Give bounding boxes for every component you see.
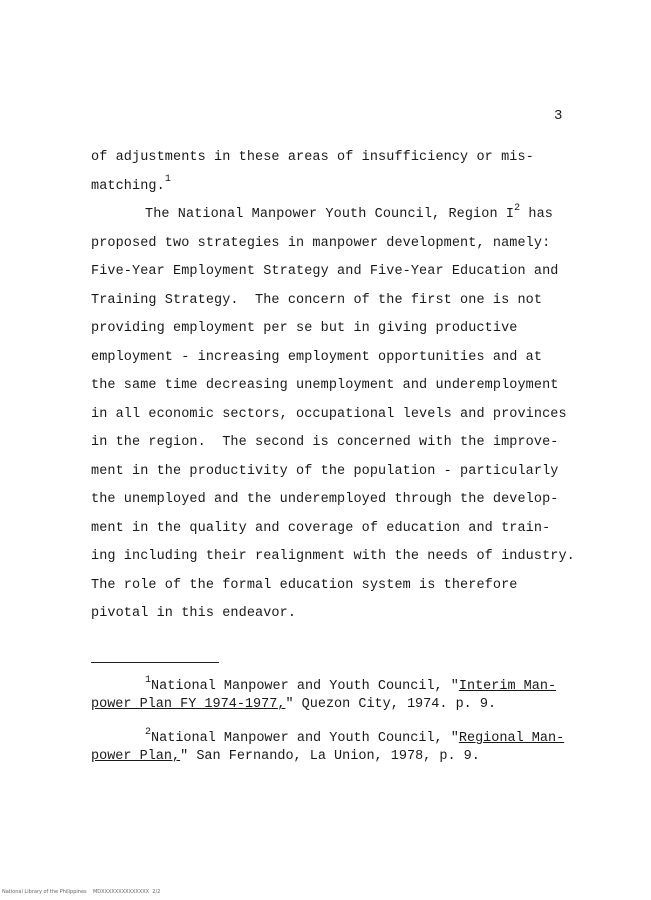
paragraph1-line2-text: matching. <box>91 178 165 194</box>
paragraph2-line: The role of the formal education system is therefore <box>91 577 518 593</box>
paragraph2-line: providing employment per se but in giving productive <box>91 321 518 336</box>
paragraph2-line: employment - increasing employment opportunities and at <box>91 349 543 365</box>
body-text <box>91 144 591 629</box>
paragraph2-line: in the region. The second is concerned with the improve- <box>91 435 559 450</box>
footnote-1-title-b: power Plan FY 1974-1977, <box>91 697 286 712</box>
footnote-2-line2 <box>91 748 601 766</box>
paragraph2-line: pivotal in this endeavor. <box>91 606 297 621</box>
footnote-gap <box>91 714 601 730</box>
paragraph2-line: ment in the quality and coverage of education and train- <box>91 520 551 536</box>
paragraph1-line2 <box>91 173 591 202</box>
footnote-1-line2 <box>91 696 601 714</box>
footnote-1-mark: 1 <box>145 674 152 686</box>
paragraph2-line: Five-Year Employment Strategy and Five-Year Education and <box>91 264 559 279</box>
paragraph2-line1-text-b: has <box>520 207 553 222</box>
paragraph2-line: in all economic sectors, occupational levels and provinces <box>91 406 567 422</box>
footnote-2-title-b: power Plan, <box>91 749 181 764</box>
footnote-ref-1: 1 <box>164 174 171 185</box>
footnote-2-text-b: " San Fernando, La Union, 1978, p. 9. <box>180 749 480 764</box>
footnote-divider <box>91 662 219 663</box>
footnote-ref-2: 2 <box>514 202 521 214</box>
paragraph2-line: proposed two strategies in manpower development, namely: <box>91 235 551 251</box>
footnote-1-text-a: National Manpower and Youth Council, " <box>151 679 459 694</box>
paragraph2-line1 <box>91 201 591 230</box>
footnote-1-text-b: " Quezon City, 1974. p. 9. <box>285 697 497 712</box>
footnote-1-title-a: Interim Man- <box>458 679 557 694</box>
paragraph1-line1: of adjustments in these areas of insufficiency or mis- <box>91 150 534 165</box>
page-number: 3 <box>554 108 563 124</box>
footnote-2-mark: 2 <box>145 726 152 738</box>
paragraph2-line: the unemployed and the underemployed through the develop- <box>91 492 559 507</box>
footnote-1-line1 <box>91 674 601 696</box>
footnote-2-title-a: Regional Man- <box>458 731 565 746</box>
paragraph2-line: ing including their realignment with the needs of industry. <box>91 549 575 564</box>
paragraph2-line: ment in the productivity of the population - particularly <box>91 463 559 479</box>
paragraph2-line: Training Strategy. The concern of the first one is not <box>91 292 543 308</box>
footnote-2-line1 <box>91 726 601 748</box>
footnote-2-text-a: National Manpower and Youth Council, " <box>151 731 459 746</box>
paragraph2-line1-text-a: The National Manpower Youth Council, Region I <box>145 207 515 222</box>
footnotes <box>91 674 601 766</box>
paragraph2-line: the same time decreasing unemployment and underemployment <box>91 378 559 393</box>
archive-stamp: National Library of the Philippines MDXXXXXXXXXXXXXX 2/2 <box>2 889 161 895</box>
